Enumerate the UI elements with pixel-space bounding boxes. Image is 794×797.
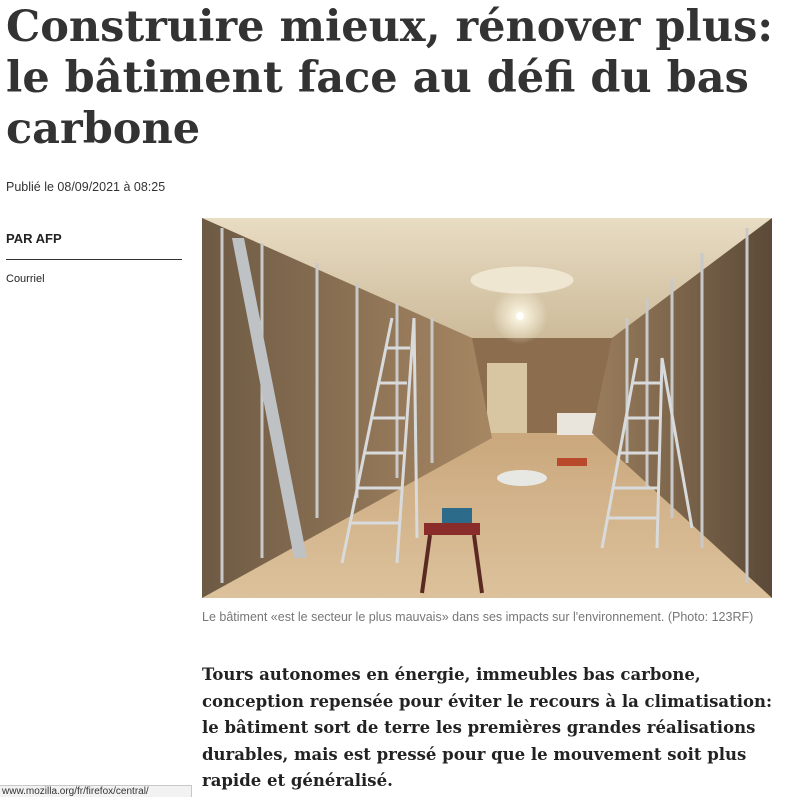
image-caption: Le bâtiment «est le secteur le plus mauvais» dans ses impacts sur l'environnement. (Photo: 123RF) [202,610,754,624]
article-photo [202,218,772,598]
article-title: Construire mieux, rénover plus: le bâtiment face au défi du bas carbone [6,2,774,154]
publish-date: Publié le 08/09/2021 à 08:25 [6,180,166,194]
byline-author: PAR AFP [6,231,182,260]
browser-status-url: www.mozilla.org/fr/firefox/central/ [0,785,192,797]
renovation-room-photo [202,218,772,598]
email-share-link[interactable]: Courriel [6,273,45,285]
article-lead: Tours autonomes en énergie, immeubles bas carbone, conception repensée pour éviter le recours à la climatisation: le bâtiment sort de terre les premières grandes réalisations durables, mais est pressé pour que le mouvement soit plus rapide et généralisé. [202,665,773,790]
